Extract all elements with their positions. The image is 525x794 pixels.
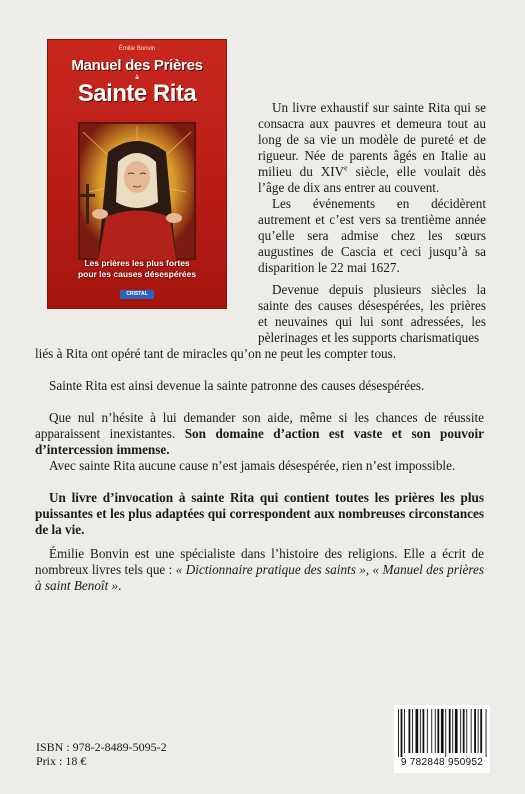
cover-title-line2: Sainte Rita <box>77 80 197 107</box>
author-bio-end: . <box>118 578 122 593</box>
cover-title-line1: Manuel des Prières <box>71 57 203 74</box>
publisher-logo: CRISTAL <box>120 290 154 299</box>
paragraph-events-text: Les événements en décidèrent autrement et c’est vers sa trentième année qu’elle sera admise chez les sœurs augustines de Cascia et ceci jusqu’à sa disparition le 22 mai 1627. <box>258 196 486 275</box>
paragraph-nothing-impossible <box>35 458 484 474</box>
cover-title-connector: à <box>135 75 139 81</box>
paragraph-ask-help-b: Son domaine d’action est vaste et son pouvoir d’intercession immense. <box>35 426 484 457</box>
paragraph-summary <box>35 490 484 538</box>
cover-subtitle-line1: Les prières les plus fortes <box>84 258 190 268</box>
cover-subtitle-line2: pour les causes désespérées <box>77 269 197 279</box>
paragraph-events <box>258 196 486 276</box>
cover-thumbnail <box>48 40 226 308</box>
book-title-manuel-benoit: « Manuel des prières à saint Benoît » <box>35 562 485 593</box>
paragraph-devotion-text-a: Devenue depuis plusieurs siècles la sainte des causes désespérées, les prières et neuvaines qui lui sont adressées, les pèlerinages et les supports charismatiques <box>258 282 486 345</box>
paragraph-intro-b: siècle, elle voulait dès l’âge de dix ans entrer au couvent. <box>258 164 486 195</box>
cover-subtitle <box>48 258 226 280</box>
price: Prix : 18 € <box>36 754 87 768</box>
paragraph-devotion-b: liés à Rita ont opéré tant de miracles qu’on ne peut les compter tous. <box>35 346 397 361</box>
book-title-dictionnaire: « Dictionnaire pratique des saints » <box>175 562 366 577</box>
paragraph-intro-a: Un livre exhaustif sur sainte Rita qui se consacra aux pauvres et demeura tout au long de sa vie un modèle de pureté et de rigueur. Née de parents âgés en Italie au milieu du XIV <box>258 100 486 179</box>
paragraph-devotion-a <box>258 282 486 345</box>
paragraph-author-bio <box>35 546 484 594</box>
isbn-block <box>36 740 167 768</box>
saint-rita-illustration <box>78 122 196 260</box>
isbn-number: ISBN : 978-2-8489-5095-2 <box>36 740 167 754</box>
paragraph-ask-help <box>35 410 484 458</box>
paragraph-patron <box>35 378 484 394</box>
author-bio-separator: , <box>365 562 373 577</box>
paragraph-summary-text: Un livre d’invocation à sainte Rita qui contient toutes les prières les plus puissantes et les plus adaptées qui correspondent aux nombreuses circonstances de la vie. <box>35 490 484 537</box>
paragraph-intro <box>258 100 486 196</box>
cover-author: Émilie Bonvin <box>118 46 156 52</box>
paragraph-patron-text: Sainte Rita est ainsi devenue la sainte patronne des causes désespérées. <box>49 378 425 393</box>
paragraph-nothing-impossible-text: Avec sainte Rita aucune cause n’est jamais désespérée, rien n’est impossible. <box>49 458 456 473</box>
barcode-digits: 9 782848 950952 <box>400 757 484 768</box>
barcode-bars <box>394 705 490 759</box>
paragraph-ask-help-a: Que nul n’hésite à lui demander son aide, même si les chances de réussite apparaissent inexistantes. <box>35 410 484 441</box>
author-bio-text: Émilie Bonvin est une spécialiste dans l’histoire des religions. Elle a écrit de nombreux livres tels que : <box>35 546 484 577</box>
century-superscript: e <box>344 163 348 173</box>
